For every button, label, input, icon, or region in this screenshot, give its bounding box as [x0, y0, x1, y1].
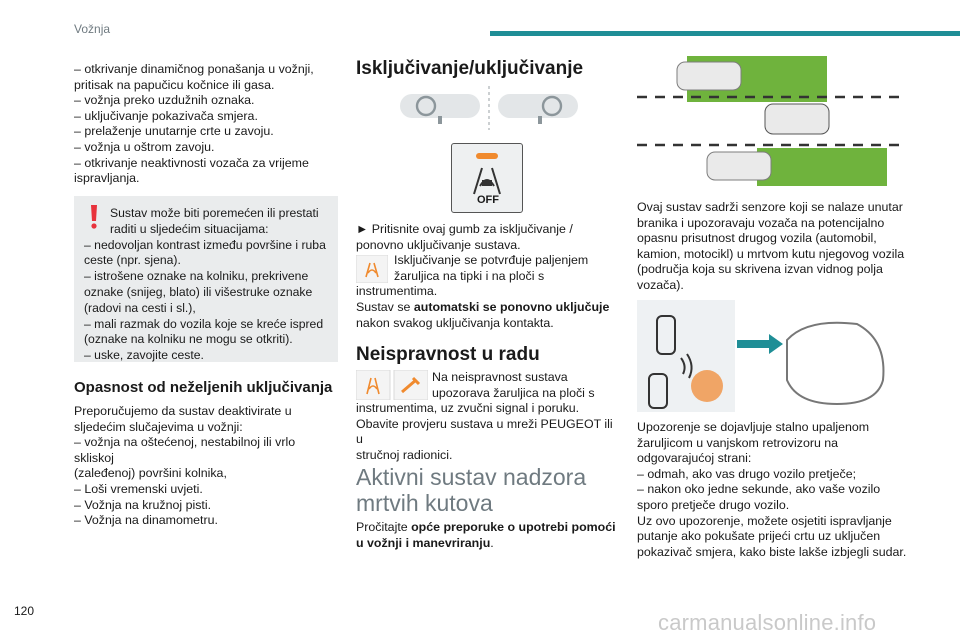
text-line: ispravljanja. [74, 171, 140, 186]
bold-text: automatski se ponovno uključuje [413, 299, 610, 314]
text-line: žaruljicom u vanjskom retrovizoru na [637, 435, 839, 450]
text-line: (zaleđenoj) površini kolnika, [74, 466, 227, 481]
text-line: Obavite provjeru sustava u mreži PEUGEOT ili u [356, 416, 613, 447]
warning-box [74, 196, 338, 362]
text-line: – mali razmak do vozila koje se kreće ispred [84, 316, 324, 331]
lane-warning-lamp-icon [356, 255, 388, 283]
fault-lamps-icon [356, 370, 428, 400]
text-line: – odmah, ako vas drugo vozilo pretječe; [637, 466, 857, 481]
text-line: Isključivanje se potvrđuje paljenjem [394, 253, 589, 268]
text-line: Upozorenje se dojavljuje stalno upaljenom [637, 420, 870, 434]
indicator-note [356, 253, 622, 284]
text-line: oznake (snijeg, blato) ili višestruke oznake [84, 284, 313, 299]
text-line: Uz ovo upozorenje, možete osjetiti ispravljanje [637, 513, 892, 528]
text-line: sporo pretječe drugo vozilo. [637, 497, 790, 512]
text-line: putanje ako pokušate prijeći crtu uz uključen [637, 529, 881, 544]
steering-wheel-illustration [400, 86, 580, 132]
text-line: Ovaj sustav sadrži senzore koji se nalaze unutar [637, 200, 903, 214]
fault-indicators [356, 370, 622, 401]
text-line: Sustav može biti poremećen ili prestati [110, 206, 319, 220]
text-line: (područja koja su skrivena izvan vidnog polja [637, 262, 883, 277]
text-line: – otkrivanje neaktivnosti vozača za vrijeme [74, 155, 309, 170]
text-line: – vožnja na oštećenoj, nestabilnoj ili vrlo skliskoj [74, 435, 296, 465]
text-line: vozača). [637, 277, 684, 292]
fault-text [356, 370, 622, 464]
text-line: upozorava žaruljica na ploči s [432, 385, 595, 400]
text-line: nakon svakog uključivanja kontakta. [356, 315, 554, 330]
text-line: ceste (npr. sjena). [84, 253, 181, 268]
on-off-text [356, 222, 622, 331]
watermark: carmanualsonline.info [658, 610, 877, 635]
text-line: pritisak na papučicu kočnice ili gasa. [74, 77, 275, 92]
exclamation-icon [88, 204, 100, 230]
text-line: instrumentima. [356, 284, 438, 299]
text-line: kamion, motocikl) u mrtvom kutu njegovog vozila [637, 246, 905, 261]
lane-assist-off-button-illustration [451, 143, 523, 213]
bold-text: opće preporuke o upotrebi pomoći [411, 520, 616, 534]
text-line: – vožnja preko uzdužnih oznaka. [74, 93, 255, 108]
text-line: stručnoj radionici. [356, 447, 453, 462]
text-fragment: . [490, 535, 494, 550]
mirror-warning-text [637, 420, 907, 560]
text-fragment: Sustav se [356, 299, 414, 314]
text-line: ► Pritisnite ovaj gumb za isključivanje / [356, 222, 573, 236]
heading-on-off: Isključivanje/uključivanje [356, 58, 584, 79]
text-line: (radovi na cesti i sl.), [84, 300, 196, 315]
text-line: branika i upozoravaju vozača na potencijalno [637, 215, 885, 230]
bold-text: u vožnji i manevriranju [356, 535, 491, 550]
text-line: – vožnja u oštrom zavoju. [74, 139, 215, 154]
section-header: Vožnja [74, 22, 111, 36]
text-line: – uske, zavojite ceste. [84, 348, 204, 363]
system-description [637, 200, 907, 294]
text-line: odgovarajućoj strani: [637, 451, 752, 466]
blind-spot-road-illustration [637, 52, 907, 188]
text-line: Na neispravnost sustava [432, 370, 568, 384]
unwanted-activation-text [74, 404, 338, 529]
text-line: – uključivanje pokazivača smjera. [74, 108, 258, 123]
text-line [356, 536, 622, 552]
heading-line: mrtvih kutova [356, 490, 493, 516]
heading-unwanted-activation: Opasnost od neželjenih uključivanja [74, 379, 333, 396]
text-line: instrumentima, uz zvučni signal i poruku. [356, 401, 580, 416]
text-line: pokazivač smjera, kako biste lakše izbjegli sudar. [637, 544, 907, 559]
text-line: (oznake na kolniku ne mogu se otkriti). [84, 332, 293, 347]
text-line: raditi u sljedećim situacijama: [110, 221, 269, 236]
page-number: 120 [14, 604, 35, 618]
text-line: opasnu prisutnost drugog vozila (automobil, [637, 231, 877, 246]
blind-spot-intro [356, 520, 622, 551]
heading-line: Aktivni sustav nadzora [356, 464, 587, 490]
text-fragment: Pročitajte [356, 520, 412, 534]
text-line: – nedovoljan kontrast između površine i ruba [84, 237, 326, 252]
text-line: Preporučujemo da sustav deaktivirate u [74, 404, 292, 418]
text-line: sljedećim slučajevima u vožnji: [74, 419, 243, 434]
mirror-warning-illustration [637, 300, 901, 412]
text-line: – otkrivanje dinamičnog ponašanja u vožnji, [74, 62, 314, 76]
header-accent-bar [490, 31, 960, 36]
text-line: – Vožnja na kružnoj pisti. [74, 497, 212, 512]
behaviour-list [74, 62, 338, 187]
heading-fault: Neispravnost u radu [356, 344, 540, 365]
off-label: OFF [477, 194, 499, 206]
text-line [356, 300, 622, 316]
text-line: ponovno uključivanje sustava. [356, 237, 521, 252]
text-line: – Loši vremenski uvjeti. [74, 481, 203, 496]
text-line [356, 520, 622, 536]
text-line: – Vožnja na dinamometru. [74, 513, 218, 528]
text-line: – nakon oko jedne sekunde, ako vaše vozilo [637, 482, 881, 497]
text-line: – istrošene oznake na kolniku, prekrivene [84, 269, 309, 284]
heading-blind-spot [356, 464, 586, 516]
text-line: žaruljica na tipki i na ploči s [394, 268, 545, 283]
text-line: – prelaženje unutarnje crte u zavoju. [74, 124, 274, 139]
